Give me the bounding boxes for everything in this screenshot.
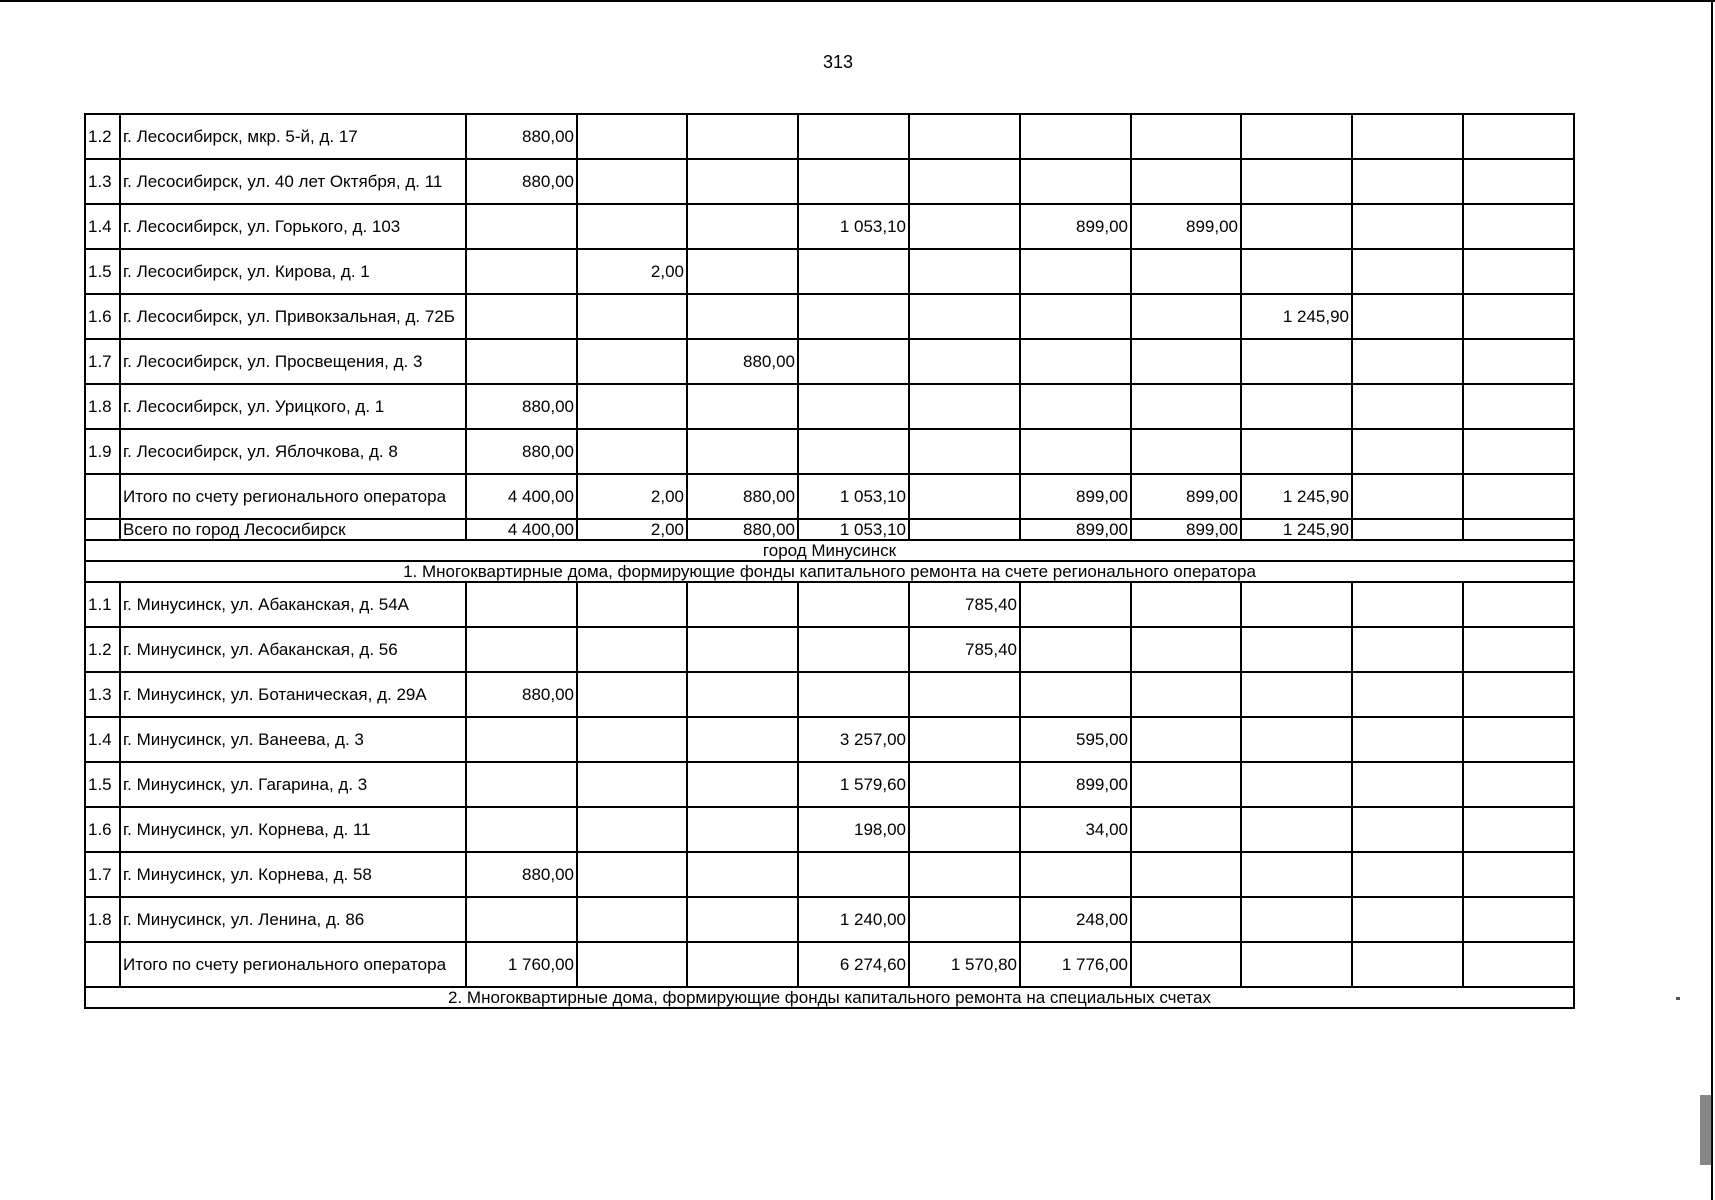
value-cell <box>1463 294 1574 339</box>
value-cell <box>466 807 577 852</box>
address-cell: г. Минусинск, ул. Гагарина, д. 3 <box>120 762 466 807</box>
value-cell <box>466 582 577 627</box>
address-cell: г. Лесосибирск, ул. Привокзальная, д. 72Б <box>120 294 466 339</box>
value-cell: 1 053,10 <box>798 204 909 249</box>
value-cell <box>1241 114 1352 159</box>
row-number: 1.5 <box>85 762 120 807</box>
value-cell <box>577 672 687 717</box>
value-cell: 880,00 <box>466 852 577 897</box>
value-cell: 880,00 <box>466 159 577 204</box>
value-cell <box>1463 627 1574 672</box>
value-cell <box>1352 429 1463 474</box>
row-number: 1.7 <box>85 339 120 384</box>
value-cell <box>466 294 577 339</box>
value-cell <box>1463 672 1574 717</box>
value-cell <box>687 294 798 339</box>
value-cell <box>1463 582 1574 627</box>
value-cell <box>687 942 798 987</box>
value-cell: 595,00 <box>1020 717 1131 762</box>
value-cell: 1 245,90 <box>1241 474 1352 519</box>
value-cell <box>798 249 909 294</box>
value-cell: 785,40 <box>909 627 1020 672</box>
value-cell <box>1241 159 1352 204</box>
value-cell <box>577 627 687 672</box>
address-cell: г. Лесосибирск, ул. 40 лет Октября, д. 11 <box>120 159 466 204</box>
value-cell <box>1131 339 1241 384</box>
address-cell: г. Лесосибирск, ул. Горького, д. 103 <box>120 204 466 249</box>
value-cell <box>1463 762 1574 807</box>
value-cell <box>687 852 798 897</box>
value-cell <box>1352 294 1463 339</box>
address-cell: г. Лесосибирск, ул. Кирова, д. 1 <box>120 249 466 294</box>
value-cell <box>1352 384 1463 429</box>
value-cell <box>577 294 687 339</box>
value-cell <box>1131 852 1241 897</box>
value-cell <box>1241 249 1352 294</box>
row-number: 1.3 <box>85 672 120 717</box>
value-cell: 880,00 <box>687 339 798 384</box>
value-cell <box>1241 582 1352 627</box>
value-cell <box>466 897 577 942</box>
table-row <box>85 294 1574 339</box>
value-cell: 1 570,80 <box>909 942 1020 987</box>
row-number: 1.5 <box>85 249 120 294</box>
address-cell: г. Минусинск, ул. Ванеева, д. 3 <box>120 717 466 762</box>
value-cell <box>466 339 577 384</box>
value-cell: 2,00 <box>577 249 687 294</box>
address-cell: г. Минусинск, ул. Ботаническая, д. 29А <box>120 672 466 717</box>
value-cell: 1 245,90 <box>1241 294 1352 339</box>
value-cell: 4 400,00 <box>466 519 577 540</box>
value-cell <box>1241 717 1352 762</box>
value-cell <box>1131 762 1241 807</box>
row-number <box>85 519 120 540</box>
value-cell <box>1131 384 1241 429</box>
value-cell <box>687 429 798 474</box>
address-cell: Итого по счету регионального оператора <box>120 942 466 987</box>
value-cell <box>1241 852 1352 897</box>
value-cell <box>1352 519 1463 540</box>
value-cell <box>909 249 1020 294</box>
value-cell <box>1463 942 1574 987</box>
value-cell: 899,00 <box>1131 474 1241 519</box>
section-heading-row <box>85 561 1574 582</box>
value-cell <box>687 762 798 807</box>
value-cell <box>1131 717 1241 762</box>
table-row <box>85 159 1574 204</box>
value-cell <box>577 852 687 897</box>
value-cell <box>1241 942 1352 987</box>
row-number: 1.8 <box>85 897 120 942</box>
value-cell <box>798 159 909 204</box>
section-heading: 2. Многоквартирные дома, формирующие фонды капитального ремонта на специальных счетах <box>85 987 1574 1008</box>
value-cell <box>909 429 1020 474</box>
value-cell: 1 240,00 <box>798 897 909 942</box>
value-cell <box>577 204 687 249</box>
value-cell <box>1241 429 1352 474</box>
value-cell <box>1352 627 1463 672</box>
address-cell: г. Минусинск, ул. Абаканская, д. 54А <box>120 582 466 627</box>
value-cell: 880,00 <box>466 672 577 717</box>
value-cell <box>1463 384 1574 429</box>
value-cell <box>577 942 687 987</box>
value-cell <box>1241 339 1352 384</box>
value-cell <box>909 474 1020 519</box>
value-cell <box>1352 204 1463 249</box>
table-row <box>85 852 1574 897</box>
address-cell: Итого по счету регионального оператора <box>120 474 466 519</box>
value-cell <box>909 762 1020 807</box>
value-cell <box>1131 672 1241 717</box>
section-heading-row <box>85 987 1574 1008</box>
value-cell <box>798 384 909 429</box>
value-cell: 1 776,00 <box>1020 942 1131 987</box>
value-cell <box>1463 249 1574 294</box>
value-cell <box>1020 249 1131 294</box>
value-cell <box>577 762 687 807</box>
table-body <box>85 114 1574 1008</box>
address-cell: г. Лесосибирск, мкр. 5-й, д. 17 <box>120 114 466 159</box>
address-cell: г. Лесосибирск, ул. Просвещения, д. 3 <box>120 339 466 384</box>
scan-speck <box>1676 997 1680 1000</box>
row-number: 1.7 <box>85 852 120 897</box>
address-cell: г. Минусинск, ул. Корнева, д. 58 <box>120 852 466 897</box>
value-cell <box>1241 627 1352 672</box>
value-cell: 899,00 <box>1020 519 1131 540</box>
value-cell <box>687 672 798 717</box>
value-cell <box>1352 852 1463 897</box>
table-row <box>85 114 1574 159</box>
value-cell <box>1241 897 1352 942</box>
value-cell: 1 053,10 <box>798 474 909 519</box>
section-heading: 1. Многоквартирные дома, формирующие фонды капитального ремонта на счете регионального оператора <box>85 561 1574 582</box>
value-cell <box>1352 114 1463 159</box>
page-number: 313 <box>822 52 854 72</box>
value-cell: 4 400,00 <box>466 474 577 519</box>
value-cell <box>909 717 1020 762</box>
value-cell <box>1352 339 1463 384</box>
value-cell <box>1241 204 1352 249</box>
table-row <box>85 384 1574 429</box>
value-cell <box>1131 249 1241 294</box>
value-cell <box>909 159 1020 204</box>
row-number: 1.2 <box>85 627 120 672</box>
value-cell: 880,00 <box>687 519 798 540</box>
row-number: 1.6 <box>85 807 120 852</box>
row-number: 1.9 <box>85 429 120 474</box>
address-cell: г. Минусинск, ул. Ленина, д. 86 <box>120 897 466 942</box>
address-cell: Всего по город Лесосибирск <box>120 519 466 540</box>
table-row <box>85 429 1574 474</box>
value-cell <box>798 582 909 627</box>
value-cell <box>687 249 798 294</box>
value-cell: 899,00 <box>1131 519 1241 540</box>
row-number: 1.1 <box>85 582 120 627</box>
value-cell <box>909 294 1020 339</box>
value-cell <box>909 114 1020 159</box>
value-cell <box>798 429 909 474</box>
value-cell <box>1352 897 1463 942</box>
row-number <box>85 942 120 987</box>
address-cell: г. Минусинск, ул. Абаканская, д. 56 <box>120 627 466 672</box>
value-cell <box>1352 474 1463 519</box>
scan-edge-mark <box>1700 1095 1712 1165</box>
row-number: 1.8 <box>85 384 120 429</box>
value-cell <box>1241 762 1352 807</box>
value-cell: 880,00 <box>466 114 577 159</box>
value-cell <box>1131 159 1241 204</box>
page-right-border <box>1711 0 1713 1200</box>
value-cell <box>909 339 1020 384</box>
value-cell <box>577 159 687 204</box>
value-cell <box>466 762 577 807</box>
row-number: 1.4 <box>85 717 120 762</box>
value-cell <box>1131 294 1241 339</box>
subtotal-row <box>85 474 1574 519</box>
value-cell <box>466 204 577 249</box>
value-cell: 785,40 <box>909 582 1020 627</box>
value-cell <box>1463 429 1574 474</box>
value-cell <box>577 339 687 384</box>
value-cell: 2,00 <box>577 474 687 519</box>
value-cell: 248,00 <box>1020 897 1131 942</box>
value-cell: 899,00 <box>1020 762 1131 807</box>
value-cell <box>1131 429 1241 474</box>
value-cell <box>1020 852 1131 897</box>
value-cell <box>909 897 1020 942</box>
value-cell <box>687 717 798 762</box>
value-cell <box>577 384 687 429</box>
value-cell <box>1463 474 1574 519</box>
table-row <box>85 249 1574 294</box>
value-cell <box>1463 339 1574 384</box>
value-cell <box>909 384 1020 429</box>
value-cell <box>909 672 1020 717</box>
value-cell <box>1352 762 1463 807</box>
value-cell <box>687 114 798 159</box>
value-cell <box>687 582 798 627</box>
value-cell: 6 274,60 <box>798 942 909 987</box>
table-row <box>85 762 1574 807</box>
value-cell <box>466 717 577 762</box>
value-cell <box>1131 807 1241 852</box>
value-cell <box>1463 852 1574 897</box>
value-cell <box>909 204 1020 249</box>
value-cell <box>798 294 909 339</box>
row-number: 1.2 <box>85 114 120 159</box>
address-cell: г. Лесосибирск, ул. Урицкого, д. 1 <box>120 384 466 429</box>
table-row <box>85 897 1574 942</box>
value-cell <box>798 339 909 384</box>
table-row <box>85 717 1574 762</box>
value-cell <box>1020 582 1131 627</box>
value-cell <box>687 627 798 672</box>
value-cell <box>466 627 577 672</box>
value-cell: 880,00 <box>466 429 577 474</box>
value-cell <box>798 114 909 159</box>
value-cell <box>1131 897 1241 942</box>
value-cell <box>1020 627 1131 672</box>
value-cell: 1 760,00 <box>466 942 577 987</box>
value-cell <box>1463 897 1574 942</box>
value-cell: 880,00 <box>466 384 577 429</box>
row-number: 1.6 <box>85 294 120 339</box>
value-cell <box>577 429 687 474</box>
value-cell <box>466 249 577 294</box>
value-cell <box>1131 942 1241 987</box>
value-cell <box>909 519 1020 540</box>
value-cell <box>1020 114 1131 159</box>
value-cell <box>1352 159 1463 204</box>
value-cell: 34,00 <box>1020 807 1131 852</box>
value-cell <box>1352 717 1463 762</box>
value-cell <box>909 852 1020 897</box>
table-row <box>85 627 1574 672</box>
table-row <box>85 582 1574 627</box>
row-number: 1.3 <box>85 159 120 204</box>
value-cell <box>1131 627 1241 672</box>
value-cell <box>687 384 798 429</box>
value-cell <box>687 807 798 852</box>
value-cell <box>1241 672 1352 717</box>
value-cell: 899,00 <box>1020 474 1131 519</box>
section-heading-row <box>85 540 1574 561</box>
value-cell <box>687 897 798 942</box>
value-cell <box>1463 114 1574 159</box>
value-cell: 3 257,00 <box>798 717 909 762</box>
value-cell: 198,00 <box>798 807 909 852</box>
value-cell <box>577 717 687 762</box>
row-number <box>85 474 120 519</box>
value-cell: 880,00 <box>687 474 798 519</box>
table-row <box>85 807 1574 852</box>
value-cell <box>1131 582 1241 627</box>
table-row <box>85 672 1574 717</box>
value-cell <box>577 897 687 942</box>
value-cell <box>1352 672 1463 717</box>
value-cell <box>1463 717 1574 762</box>
grand-total-row <box>85 519 1574 540</box>
table-row <box>85 339 1574 384</box>
value-cell <box>1463 159 1574 204</box>
value-cell <box>909 807 1020 852</box>
value-cell <box>577 114 687 159</box>
value-cell: 899,00 <box>1020 204 1131 249</box>
value-cell <box>1463 807 1574 852</box>
value-cell <box>1241 807 1352 852</box>
value-cell <box>798 852 909 897</box>
section-heading: город Минусинск <box>85 540 1574 561</box>
value-cell <box>687 159 798 204</box>
value-cell <box>1131 114 1241 159</box>
value-cell <box>1020 429 1131 474</box>
value-cell <box>1463 519 1574 540</box>
value-cell: 1 245,90 <box>1241 519 1352 540</box>
page-top-border <box>0 0 1715 2</box>
subtotal-row <box>85 942 1574 987</box>
value-cell <box>1241 384 1352 429</box>
value-cell <box>1020 672 1131 717</box>
value-cell <box>1020 294 1131 339</box>
address-cell: г. Лесосибирск, ул. Яблочкова, д. 8 <box>120 429 466 474</box>
value-cell <box>577 582 687 627</box>
value-cell <box>798 627 909 672</box>
value-cell <box>1020 159 1131 204</box>
value-cell <box>1352 249 1463 294</box>
value-cell: 899,00 <box>1131 204 1241 249</box>
address-cell: г. Минусинск, ул. Корнева, д. 11 <box>120 807 466 852</box>
value-cell <box>1463 204 1574 249</box>
value-cell: 1 053,10 <box>798 519 909 540</box>
value-cell <box>1352 807 1463 852</box>
value-cell <box>577 807 687 852</box>
value-cell <box>798 672 909 717</box>
value-cell: 1 579,60 <box>798 762 909 807</box>
value-cell <box>1020 384 1131 429</box>
capital-repair-register-table <box>84 113 1575 1009</box>
table-row <box>85 204 1574 249</box>
value-cell: 2,00 <box>577 519 687 540</box>
value-cell <box>1020 339 1131 384</box>
value-cell <box>1352 942 1463 987</box>
row-number: 1.4 <box>85 204 120 249</box>
value-cell <box>687 204 798 249</box>
value-cell <box>1352 582 1463 627</box>
